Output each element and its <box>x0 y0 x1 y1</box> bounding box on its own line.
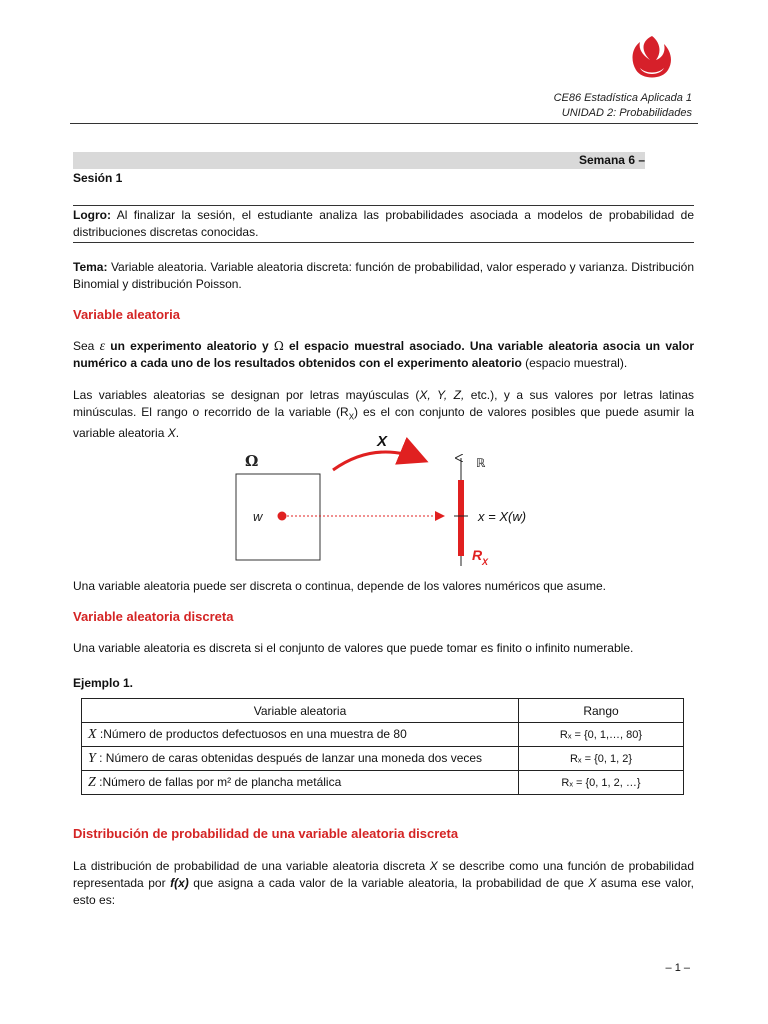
va-notation-part: ) es el con conjunto de valores posibles que puede asumir la variable aleatoria <box>73 405 694 441</box>
table-row <box>82 723 684 747</box>
va-notation-part: etc.), y a sus valores por letras latinas minúsculas. El rango o recorrido de la variable (R <box>73 388 695 419</box>
va-notation-vars: X, Y, Z, <box>419 388 465 402</box>
university-logo <box>624 32 680 84</box>
epsilon-symbol: ε <box>99 339 106 354</box>
variable-description: :Número de productos defectuosos en una muestra de 80 <box>96 726 407 741</box>
dist-def-x2: X <box>588 876 597 890</box>
column-header: Rango <box>519 699 684 723</box>
dist-def-part: representada por <box>73 876 171 890</box>
va-notation-sub: X <box>348 412 355 422</box>
variable-symbol: X <box>88 726 97 742</box>
outcome-point <box>278 512 287 521</box>
va-def-part: Sea <box>73 339 100 353</box>
course-name: CE86 Estadística Aplicada 1 <box>553 92 692 104</box>
va-type-note: Una variable aleatoria puede ser discreta o continua, depende de los valores numéricos que asume. <box>73 579 606 593</box>
variable-symbol: Y <box>88 750 96 766</box>
range-cell: Rₓ = {0, 1,…, 80} <box>519 723 684 747</box>
distribution-definition <box>73 858 694 909</box>
variable-cell <box>82 771 519 795</box>
example-label: Ejemplo 1. <box>73 676 134 690</box>
week-label: Semana 6 – <box>578 153 645 167</box>
range-cell: Rₓ = {0, 1, 2} <box>519 747 684 771</box>
dist-def-part: se describe como una función de probabilidad <box>437 859 694 873</box>
table-header-row <box>82 699 684 723</box>
discrete-definition: Una variable aleatoria es discreta si el conjunto de valores que puede tomar es finito o infinito numerable. <box>73 641 634 655</box>
random-variable-diagram <box>225 430 555 570</box>
va-definition <box>73 338 694 372</box>
dist-def-part: La distribución de probabilidad de una variable aleatoria discreta <box>73 859 430 873</box>
logro-text: Al finalizar la sesión, el estudiante analiza las probabilidades asociada a modelos de probabilidad de distribuciones discretas conocidas. <box>73 208 694 239</box>
va-def-part: (espacio muestral). <box>521 356 628 370</box>
table-row <box>82 747 684 771</box>
dist-def-x: X <box>429 859 438 873</box>
tema-paragraph <box>73 259 694 293</box>
course-header <box>554 91 692 121</box>
omega-label: Ω <box>245 452 259 470</box>
variable-cell <box>82 747 519 771</box>
logro-top-rule <box>73 205 694 206</box>
random-variable-table <box>81 698 684 795</box>
heading-distribucion: Distribución de probabilidad de una variable aleatoria discreta <box>73 826 459 841</box>
variable-cell <box>82 723 519 747</box>
table-row <box>82 771 684 795</box>
va-def-part: un experimento aleatorio y <box>105 339 274 353</box>
range-bar <box>458 480 464 556</box>
logro-bottom-rule <box>73 242 694 243</box>
w-label: w <box>253 509 263 524</box>
dist-def-fx: f(x) <box>170 876 189 890</box>
reals-label: ℝ <box>476 456 486 470</box>
variable-symbol: Z <box>88 774 96 790</box>
va-notation-part: Las variables aleatorias se designan por letras mayúsculas ( <box>73 388 420 402</box>
logro-label: Logro: <box>73 208 111 222</box>
range-cell: Rₓ = {0, 1, 2, …} <box>519 771 684 795</box>
heading-va-discreta: Variable aleatoria discreta <box>73 609 234 624</box>
va-notation-x: X <box>167 426 176 441</box>
range-label: R <box>472 547 483 563</box>
page-number: – 1 – <box>665 962 690 974</box>
va-notation-part: . <box>175 426 180 441</box>
dist-def-part: que asigna a cada valor de la variable aleatoria, la probabilidad de que <box>188 876 589 890</box>
va-def-part: el espacio muestral asociado. Una variable aleatoria asocia un valor numérico a cada uno de los resultados obtenidos con el experimento aleatorio <box>73 339 694 370</box>
heading-variable-aleatoria: Variable aleatoria <box>73 307 180 322</box>
unit-name: UNIDAD 2: Probabilidades <box>561 107 692 119</box>
variable-description: :Número de fallas por m² de plancha metálica <box>95 774 342 789</box>
function-arc <box>333 452 423 470</box>
tema-text: Variable aleatoria. Variable aleatoria discreta: función de probabilidad, valor esperado y varianza. Distribución Binomial y distribución Poisson. <box>73 260 694 291</box>
logro-paragraph <box>73 207 694 241</box>
column-header: Variable aleatoria <box>82 699 519 723</box>
dist-def-part: asuma ese valor, esto es: <box>73 876 694 907</box>
variable-description: : Número de caras obtenidas después de lanzar una moneda dos veces <box>95 750 483 765</box>
header-divider <box>70 123 698 124</box>
session-label: Sesión 1 <box>73 171 123 185</box>
omega-symbol: Ω <box>273 339 284 353</box>
mapping-label: x = X(w) <box>478 509 527 524</box>
function-x-label: X <box>377 433 388 450</box>
range-subscript: X <box>482 557 489 567</box>
tema-label: Tema: <box>73 260 108 274</box>
